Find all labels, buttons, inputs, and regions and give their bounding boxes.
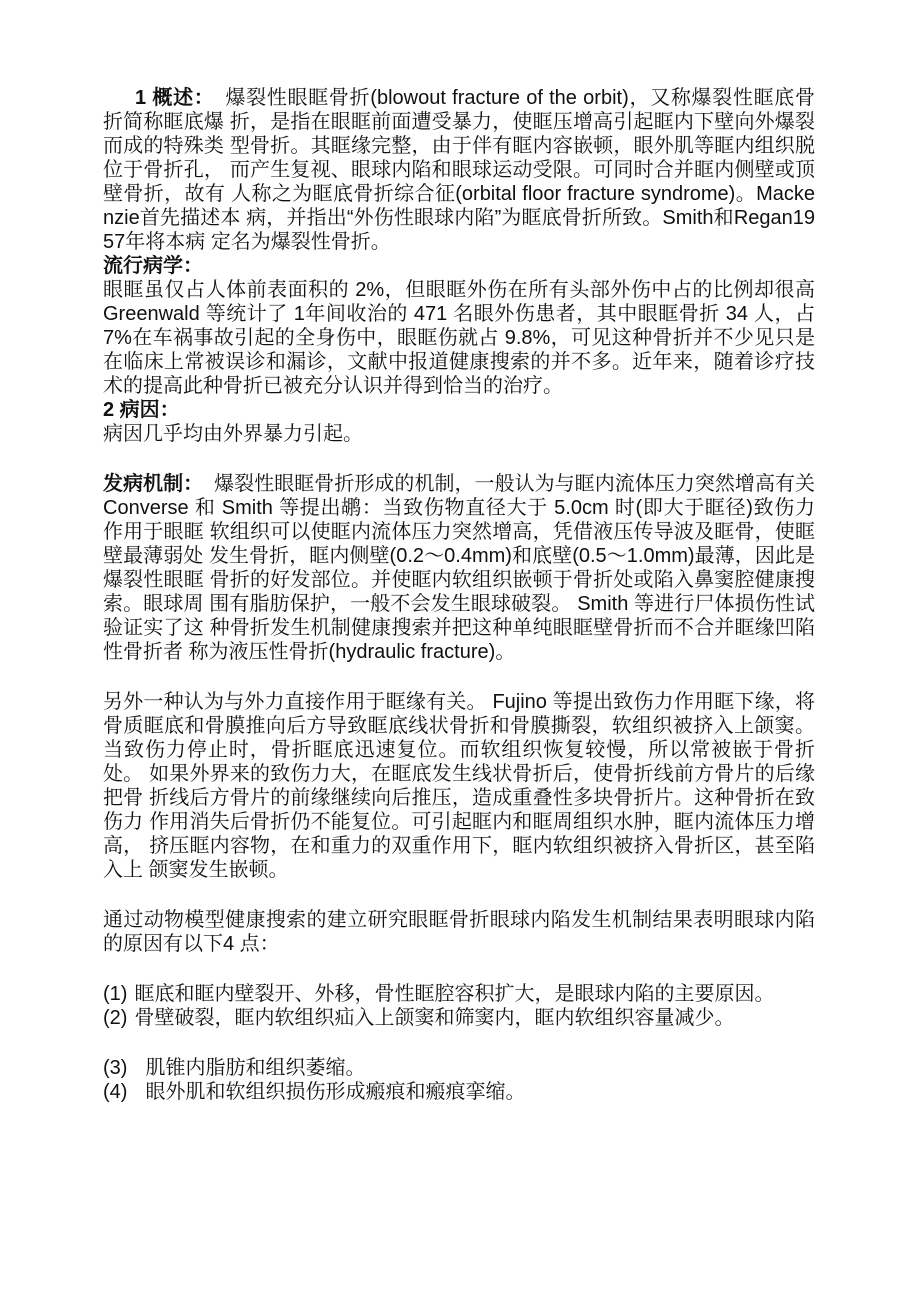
cause-4-text: 眼外肌和软组织损伤形成瘢痕和瘢痕挛缩。: [145, 1081, 526, 1103]
causes-group-2: [103, 1056, 815, 1104]
pathogenesis-text: 爆裂性眼眶骨折形成的机制，一般认为与眶内流体压力突然增高有关 Converse 和 Smith 等提出鹕：当致伤物直径大于 5.0cm 时(即大于眶径)致伤力作用于眼眶 软组织可以使眶内流体压力突然增高，凭借液压传导波及眶骨，使眶壁最薄弱处 发生骨折，眶内侧壁(0.2～0.4mm)和底壁(0.5～1.0mm)最薄，因此是爆裂性眼眶 骨折的好发部位。并使眶内软组织嵌顿于骨折处或陷入鼻窦腔健康搜索。眼球周 围有脂肪保护，一般不会发生眼球破裂。 Smith 等进行尸体损伤性试验证实了这 种骨折发生机制健康搜索并把这种单纯眼眶壁骨折而不合并眶缘凹陷性骨折者 称为液压性骨折(hydraulic fracture)。: [103, 473, 816, 663]
epidemiology-paragraph: 眼眶虽仅占人体前表面积的 2%，但眼眶外伤在所有头部外伤中占的比例却很高 Greenwald 等统计了 1年间收治的 471 名眼外伤患者，其中眼眶骨折 34 人，占 7%在车祸事故引起的全身伤中，眼眶伤就占 9.8%，可见这种骨折并不少见只是在临床上常被误诊和漏诊，文献中报道健康搜索的并不多。近年来，随着诊疗技术的提高此种骨折已被充分认识并得到恰当的治疗。: [103, 279, 815, 397]
animal-model-paragraph: 通过动物模型健康搜索的建立研究眼眶骨折眼球内陷发生机制结果表明眼球内陷的原因有以下4 点：: [103, 909, 815, 955]
pathogenesis-paragraph: [103, 472, 815, 664]
etiology-paragraph: 病因几乎均由外界暴力引起。: [103, 423, 363, 445]
epidemiology-heading: 流行病学：: [103, 255, 203, 277]
cause-2-marker: (2): [103, 1007, 128, 1029]
cause-item-4: [103, 1080, 815, 1104]
cause-1-marker: (1): [103, 983, 128, 1005]
overview-text: 爆裂性眼眶骨折(blowout fracture of the orbit)，又称爆裂性眶底骨折简称眶底爆 折，是指在眼眶前面遭受暴力，使眶压增高引起眶内下壁向外爆裂而成的特殊类 型骨折。其眶缘完整，由于伴有眶内容嵌顿，眼外肌等眶内组织脱位于骨折孔， 而产生复视、眼球内陷和眼球运动受限。可同时合并眶内侧壁或顶壁骨折，故有 人称之为眶底骨折综合征(orbital floor fracture syndrome)。Mackenzie首先描述本 病，并指出“外伤性眼球内陷”为眶底骨折所致。Smith和Regan1957年将本病 定名为爆裂性骨折。: [103, 87, 815, 253]
etiology-heading: 2 病因：: [103, 399, 180, 421]
document-body: [103, 86, 815, 1104]
pathogenesis-heading-inline: 发病机制：: [103, 473, 204, 495]
cause-3-marker: (3): [103, 1057, 128, 1079]
causes-group-1: [103, 982, 815, 1030]
cause-4-marker: (4): [103, 1081, 128, 1103]
cause-3-text: 肌锥内脂肪和组织萎缩。: [145, 1057, 366, 1079]
cause-item-3: [103, 1056, 815, 1080]
overview-heading-inline: 1 概述：: [135, 87, 215, 109]
cause-item-2: [103, 1006, 815, 1030]
cause-1-text: 眶底和眶内壁裂开、外移，骨性眶腔容积扩大，是眼球内陷的主要原因。: [134, 983, 775, 1005]
cause-2-text: 骨壁破裂，眶内软组织疝入上颌窦和筛窦内，眶内软组织容量减少。: [134, 1007, 735, 1029]
direct-force-paragraph: 另外一种认为与外力直接作用于眶缘有关。 Fujino 等提出致伤力作用眶下缘，将骨质眶底和骨膜推向后方导致眶底线状骨折和骨膜撕裂，软组织被挤入上颌窦。当致伤力停止时，骨折眶底迅速复位。而软组织恢复较慢，所以常被嵌于骨折处。 如果外界来的致伤力大，在眶底发生线状骨折后，使骨折线前方骨片的后缘把骨 折线后方骨片的前缘继续向后推压，造成重叠性多块骨折片。这种骨折在致伤力 作用消失后骨折仍不能复位。可引起眶内和眶周组织水肿，眶内流体压力增高， 挤压眶内容物，在和重力的双重作用下，眶内软组织被挤入骨折区，甚至陷入上 颌窦发生嵌顿。: [103, 691, 815, 881]
cause-item-1: [103, 982, 815, 1006]
overview-paragraph: [103, 86, 815, 254]
